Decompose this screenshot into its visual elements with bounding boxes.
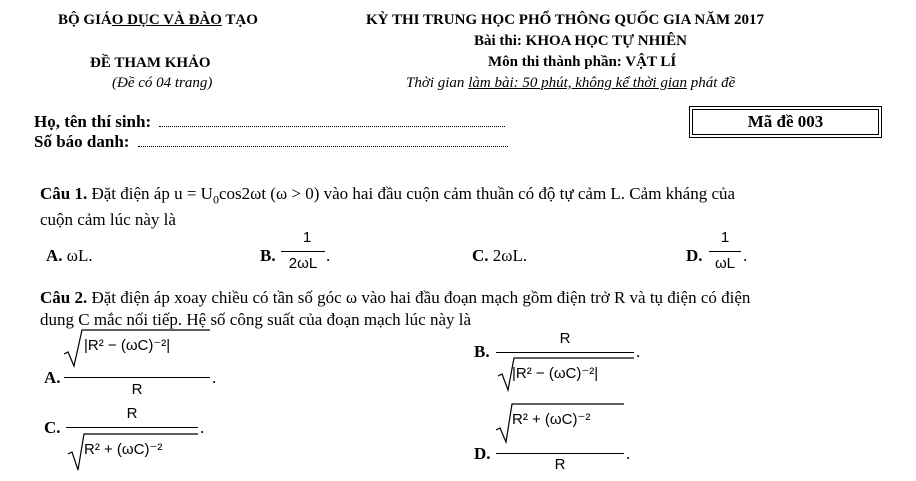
q2-option-a-denominator: R bbox=[131, 381, 143, 398]
candidate-name-row bbox=[34, 112, 505, 132]
component-subject: Môn thi thành phần: VẬT LÍ bbox=[488, 54, 677, 70]
q2-text-line1: Câu 2. Đặt điện áp xoay chiều có tần số góc ω vào hai đầu đoạn mạch gồm điện trở R và tụ điện có điện bbox=[40, 288, 751, 307]
q1-option-b-fraction-bar bbox=[281, 251, 325, 252]
q2-option-b-letter[interactable]: B. bbox=[474, 342, 490, 361]
q2-option-b-fraction-bar bbox=[496, 352, 634, 353]
q1-option-d-fraction-bar bbox=[709, 251, 741, 252]
exam-code-box: Mã đề 003 bbox=[692, 109, 879, 135]
candidate-id-row bbox=[34, 132, 508, 152]
page-count: (Đề có 04 trang) bbox=[112, 75, 213, 91]
q2-option-d-radicand: R² + (ωC)⁻² bbox=[512, 411, 591, 428]
ministry-name: BỘ GIÁO DỤC VÀ ĐÀO TẠO bbox=[58, 12, 258, 28]
q1-option-b-tail: . bbox=[326, 246, 331, 265]
q2-option-d-letter[interactable]: D. bbox=[474, 444, 491, 463]
q2-text-line2: dung C mắc nối tiếp. Hệ số công suất của đoạn mạch lúc này là bbox=[40, 310, 472, 329]
q2-option-d-tail: . bbox=[626, 444, 631, 463]
q1-option-b-numerator: 1 bbox=[302, 229, 312, 246]
q2-option-c-fraction-bar bbox=[66, 427, 198, 428]
candidate-id-label: Số báo danh: bbox=[34, 132, 130, 151]
q1-text-line2: cuộn cảm lúc này là bbox=[40, 210, 176, 229]
q1-option-c[interactable]: C. 2ωL. bbox=[472, 246, 528, 265]
q1-option-d-letter[interactable]: D. bbox=[686, 246, 703, 265]
q2-option-b-tail: . bbox=[636, 342, 641, 361]
q1-text-line1: Câu 1. Đặt điện áp $u = U_0\cos 2\omega t$ (ω > 0) vào hai đầu cuộn cảm thuần có độ tự cảm L. Cảm kháng của bbox=[40, 184, 736, 207]
exam-subject-line: Bài thi: KHOA HỌC TỰ NHIÊN bbox=[474, 33, 687, 49]
q2-option-a-tail: . bbox=[212, 368, 217, 387]
q2-option-c-tail: . bbox=[200, 418, 205, 437]
q2-option-c-letter[interactable]: C. bbox=[44, 418, 61, 437]
q2-option-b-radicand: |R² − (ωC)⁻²| bbox=[512, 365, 599, 382]
q1-option-a[interactable]: A. ωL. bbox=[46, 246, 93, 265]
q1-option-d-numerator: 1 bbox=[720, 229, 730, 246]
candidate-id-field[interactable] bbox=[138, 134, 508, 147]
time-allowance: Thời gian làm bài: 50 phút, không kể thời gian phát đề bbox=[406, 75, 736, 91]
q2-option-a-radicand: |R² − (ωC)⁻²| bbox=[84, 337, 171, 354]
q2-option-c-numerator: R bbox=[126, 405, 138, 422]
q2-option-c-radicand: R² + (ωC)⁻² bbox=[84, 441, 163, 458]
q1-label: Câu 1. bbox=[40, 184, 88, 203]
q1-option-d-denominator: ωL bbox=[714, 255, 736, 272]
doc-type: ĐỀ THAM KHẢO bbox=[90, 55, 211, 71]
q2-option-a-letter[interactable]: A. bbox=[44, 368, 61, 387]
q1-option-b-denominator: 2ωL bbox=[288, 255, 318, 272]
q2-option-d-denominator: R bbox=[554, 456, 566, 473]
q2-option-d-fraction-bar bbox=[496, 453, 624, 454]
candidate-name-field[interactable] bbox=[159, 114, 505, 127]
q2-option-b-numerator: R bbox=[559, 330, 571, 347]
q1-option-b-letter[interactable]: B. bbox=[260, 246, 276, 265]
candidate-name-label: Họ, tên thí sinh: bbox=[34, 112, 152, 131]
q2-label: Câu 2. bbox=[40, 288, 88, 307]
exam-title: KỲ THI TRUNG HỌC PHỔ THÔNG QUỐC GIA NĂM 2017 bbox=[366, 12, 764, 28]
q2-option-a-fraction-bar bbox=[64, 377, 210, 378]
q1-option-d-tail: . bbox=[743, 246, 748, 265]
